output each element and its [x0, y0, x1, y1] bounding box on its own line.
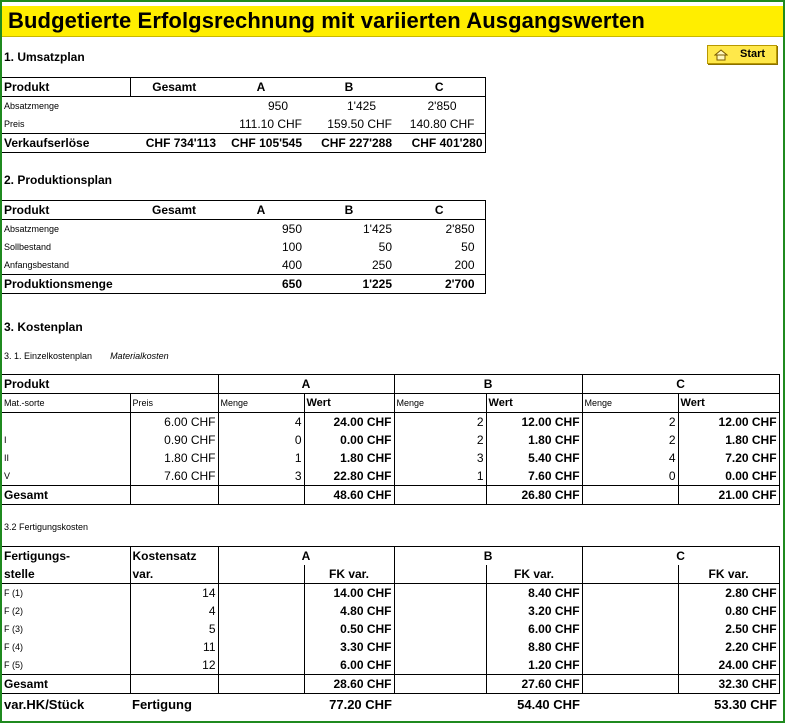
header-gesamt: Gesamt — [130, 78, 218, 97]
cell — [2, 413, 130, 432]
total-cell: 1'225 — [304, 275, 394, 294]
subheader: Menge — [394, 394, 486, 413]
group-b: B — [394, 547, 582, 566]
cell: F (2) — [4, 606, 23, 616]
cell: 8.80 CHF — [486, 638, 582, 656]
subheader: Wert — [486, 394, 582, 413]
table-row — [2, 620, 779, 638]
header-fertigungsstelle: Fertigungs- — [2, 547, 130, 566]
produktionsplan-heading: 2. Produktionsplan — [4, 173, 113, 187]
header-kostensatz-2: var. — [130, 565, 218, 584]
cell: 400 — [281, 258, 302, 272]
table-row — [2, 220, 485, 239]
title-bar — [2, 6, 783, 37]
row-label: Absatzmenge — [4, 101, 60, 111]
table-header-row — [2, 201, 485, 220]
cell: 950 — [267, 99, 288, 113]
empty-cell — [394, 656, 486, 675]
empty-cell — [218, 620, 304, 638]
total-cell: 650 — [218, 275, 304, 294]
total-label: Gesamt — [2, 675, 130, 694]
cell: 6.00 CHF — [304, 656, 394, 675]
row-label: Absatzmenge — [4, 224, 60, 234]
cell: 6.00 CHF — [486, 620, 582, 638]
empty-cell — [582, 584, 678, 603]
einzelkostenplan-heading — [4, 351, 169, 361]
total-cell: 27.60 CHF — [486, 675, 582, 694]
cell: 5 — [130, 620, 218, 638]
sub-header-row — [2, 394, 779, 413]
cell: F (4) — [4, 642, 23, 652]
cell — [130, 220, 218, 239]
fertigungskosten-table — [2, 546, 780, 694]
cell: 3.20 CHF — [486, 602, 582, 620]
table-row — [2, 238, 485, 256]
cell: 7.60 CHF — [130, 467, 218, 486]
cell: 5.40 CHF — [486, 449, 582, 467]
total-cell: 26.80 CHF — [486, 486, 582, 505]
cell: 3 — [394, 449, 486, 467]
empty-cell — [394, 602, 486, 620]
einzelkostenplan-title: 3. 1. Einzelkostenplan — [4, 351, 93, 361]
cell: 3 — [218, 467, 304, 486]
cell: 12.00 CHF — [486, 413, 582, 432]
group-header-row — [2, 547, 779, 566]
cell: 2 — [394, 431, 486, 449]
produktionsplan-table — [2, 200, 486, 294]
cell: 140.80 CHF — [394, 115, 485, 134]
cell: 159.50 CHF — [327, 117, 392, 131]
cell: 6.00 CHF — [130, 413, 218, 432]
total-row — [2, 675, 779, 694]
cell: F (3) — [4, 624, 23, 634]
empty-cell — [218, 602, 304, 620]
cell: 1.20 CHF — [486, 656, 582, 675]
total-row — [2, 134, 485, 153]
empty-cell — [218, 656, 304, 675]
cell: 1.80 CHF — [304, 449, 394, 467]
cell: 4 — [218, 413, 304, 432]
empty-cell — [394, 584, 486, 603]
materialkosten-label: Materialkosten — [110, 351, 169, 361]
empty-cell — [218, 638, 304, 656]
total-cell: 48.60 CHF — [304, 486, 394, 505]
total-label: Gesamt — [2, 486, 130, 505]
cell: 7.20 CHF — [678, 449, 779, 467]
summary-cell: 54.40 CHF — [517, 697, 580, 712]
total-row — [2, 275, 485, 294]
total-cell: 28.60 CHF — [304, 675, 394, 694]
cell: 2'850 — [394, 220, 485, 239]
total-row — [2, 486, 779, 505]
cell — [130, 115, 218, 134]
cell: 4 — [130, 602, 218, 620]
cell: 0.80 CHF — [678, 602, 779, 620]
group-c: C — [582, 547, 779, 566]
fertigungskosten-rows — [2, 584, 779, 675]
table-row — [2, 602, 779, 620]
cell: 2 — [582, 413, 678, 432]
cell: 100 — [281, 240, 302, 254]
cell: 3.30 CHF — [304, 638, 394, 656]
cell: 0 — [218, 431, 304, 449]
header-kostensatz: Kostensatz — [130, 547, 218, 566]
cell: 0.00 CHF — [678, 467, 779, 486]
group-a: A — [218, 375, 394, 394]
header-fk-c: FK var. — [678, 565, 779, 584]
table-row — [2, 584, 779, 603]
cell: 1.80 CHF — [678, 431, 779, 449]
cell: II — [4, 453, 10, 463]
empty-cell — [394, 638, 486, 656]
cell: 50 — [394, 238, 485, 256]
cell — [130, 97, 218, 116]
cell: 24.00 CHF — [304, 413, 394, 432]
cell: 0.50 CHF — [304, 620, 394, 638]
subheader: Wert — [304, 394, 394, 413]
summary-table — [2, 696, 779, 714]
header-produkt: Produkt — [2, 375, 130, 394]
row-label: Preis — [4, 119, 25, 129]
total-cell: 2'700 — [394, 275, 485, 294]
cell: 2.20 CHF — [678, 638, 779, 656]
empty-cell — [582, 656, 678, 675]
cell: 50 — [378, 240, 392, 254]
cell: 8.40 CHF — [486, 584, 582, 603]
cell: 1 — [394, 467, 486, 486]
cell: 11 — [130, 638, 218, 656]
table-row — [2, 256, 485, 275]
total-cell: 32.30 CHF — [678, 675, 779, 694]
header-produkt: Produkt — [2, 201, 130, 220]
cell: 950 — [281, 222, 302, 236]
einzelkosten-table — [2, 374, 780, 505]
cell: 4 — [582, 449, 678, 467]
header-c: C — [394, 201, 485, 220]
summary-sub: Fertigung — [132, 697, 192, 712]
cell: 4.80 CHF — [304, 602, 394, 620]
cell: I — [4, 435, 7, 445]
cell: 1.80 CHF — [130, 449, 218, 467]
table-row — [2, 413, 779, 432]
group-c: C — [582, 375, 779, 394]
cell: 0.90 CHF — [130, 431, 218, 449]
kostenplan-heading: 3. Kostenplan — [4, 320, 83, 334]
row-label: Anfangsbestand — [4, 260, 70, 270]
header-produkt: Produkt — [2, 78, 130, 97]
summary-cell: 53.30 CHF — [714, 697, 777, 712]
cell: 1 — [218, 449, 304, 467]
header-fertigungsstelle-2: stelle — [2, 565, 130, 584]
cell: 2.50 CHF — [678, 620, 779, 638]
table-row — [2, 97, 485, 116]
table-row — [2, 638, 779, 656]
cell: 2 — [582, 431, 678, 449]
summary-cell: 77.20 CHF — [329, 697, 392, 712]
group-a: A — [218, 547, 394, 566]
cell: 12.00 CHF — [678, 413, 779, 432]
empty-cell — [582, 620, 678, 638]
subheader: Menge — [582, 394, 678, 413]
row-label: Sollbestand — [4, 242, 52, 252]
header-a: A — [218, 201, 304, 220]
total-label: Verkaufserlöse — [2, 134, 130, 153]
table-row — [2, 656, 779, 675]
total-label: Produktionsmenge — [2, 275, 130, 294]
total-cell: CHF 734'113 — [130, 134, 218, 153]
header-b: B — [304, 78, 394, 97]
total-cell: CHF 105'545 — [218, 134, 304, 153]
empty-cell — [218, 584, 304, 603]
header-c: C — [394, 78, 485, 97]
table-header-row — [2, 78, 485, 97]
total-cell — [130, 275, 218, 294]
cell: 111.10 CHF — [239, 117, 302, 131]
cell: 7.60 CHF — [486, 467, 582, 486]
subheader: Preis — [130, 394, 218, 413]
cell: 14 — [130, 584, 218, 603]
home-icon — [714, 49, 728, 61]
cell: 250 — [371, 258, 392, 272]
empty-cell — [394, 620, 486, 638]
header-fk-a: FK var. — [304, 565, 394, 584]
table-row — [2, 115, 485, 134]
cell: 1'425 — [347, 99, 376, 113]
cell — [130, 256, 218, 275]
cell: 2'850 — [394, 97, 485, 116]
umsatzplan-table — [2, 77, 486, 153]
start-button[interactable] — [707, 45, 777, 64]
total-cell: CHF 401'280 — [394, 134, 485, 153]
subheader: Mat.-sorte — [2, 394, 130, 413]
subheader: Menge — [218, 394, 304, 413]
cell: 0 — [582, 467, 678, 486]
cell: 1'425 — [363, 222, 392, 236]
empty-cell — [582, 602, 678, 620]
subheader: Wert — [678, 394, 779, 413]
total-cell: 21.00 CHF — [678, 486, 779, 505]
header-b: B — [304, 201, 394, 220]
table-row — [2, 431, 779, 449]
cell — [130, 238, 218, 256]
summary-label: var.HK/Stück — [4, 697, 85, 712]
group-header-row — [2, 375, 779, 394]
empty-cell — [582, 638, 678, 656]
table-row — [2, 449, 779, 467]
total-cell: CHF 227'288 — [304, 134, 394, 153]
summary-row — [2, 696, 779, 714]
table-row — [2, 467, 779, 486]
cell: 200 — [394, 256, 485, 275]
cell: 24.00 CHF — [678, 656, 779, 675]
umsatzplan-heading: 1. Umsatzplan — [4, 50, 85, 64]
cell: F (5) — [4, 660, 23, 670]
page-title: Budgetierte Erfolgsrechnung mit variierten Ausgangswerten — [8, 8, 645, 33]
einzelkosten-rows — [2, 413, 779, 486]
header-fk-b: FK var. — [486, 565, 582, 584]
group-b: B — [394, 375, 582, 394]
cell: 2 — [394, 413, 486, 432]
cell: 0.00 CHF — [304, 431, 394, 449]
cell: 22.80 CHF — [304, 467, 394, 486]
start-button-label: Start — [740, 48, 766, 60]
cell: V — [4, 471, 11, 481]
cell: 14.00 CHF — [304, 584, 394, 603]
cell: 1.80 CHF — [486, 431, 582, 449]
header-a: A — [218, 78, 304, 97]
cell: 2.80 CHF — [678, 584, 779, 603]
cell: 12 — [130, 656, 218, 675]
sub-header-row — [2, 565, 779, 584]
cell: F (1) — [4, 588, 23, 598]
header-gesamt: Gesamt — [130, 201, 218, 220]
fertigungskosten-heading: 3.2 Fertigungskosten — [4, 522, 89, 532]
